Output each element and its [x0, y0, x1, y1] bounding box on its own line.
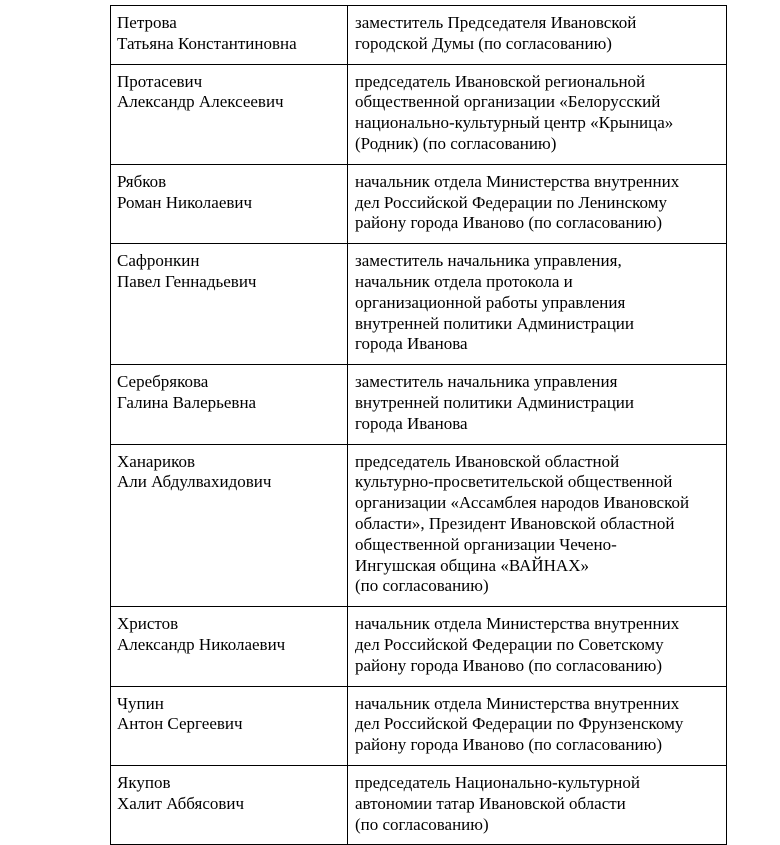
member-position: председатель Ивановской региональной общественной организации «Белорусский национально-культурный центр «Крыница» (Родник) (по согласованию): [348, 64, 727, 164]
member-position: начальник отдела Министерства внутренних дел Российской Федерации по Ленинскому району города Иваново (по согласованию): [348, 164, 727, 243]
table-row: [111, 244, 727, 365]
member-name: Ханариков Али Абдулвахидович: [111, 444, 348, 607]
member-name: Чупин Антон Сергеевич: [111, 686, 348, 765]
members-table: [110, 5, 727, 845]
member-name: Серебрякова Галина Валерьевна: [111, 365, 348, 444]
member-position: заместитель начальника управления внутренней политики Администрации города Иванова: [348, 365, 727, 444]
table-row: [111, 765, 727, 844]
member-position: председатель Национально-культурной автономии татар Ивановской области (по согласованию): [348, 765, 727, 844]
member-position: начальник отдела Министерства внутренних дел Российской Федерации по Фрунзенскому району города Иваново (по согласованию): [348, 686, 727, 765]
member-position: начальник отдела Министерства внутренних дел Российской Федерации по Советскому району города Иваново (по согласованию): [348, 607, 727, 686]
member-name: Христов Александр Николаевич: [111, 607, 348, 686]
member-name: Сафронкин Павел Геннадьевич: [111, 244, 348, 365]
member-name: Петрова Татьяна Константиновна: [111, 6, 348, 65]
table-row: [111, 365, 727, 444]
member-position: заместитель начальника управления, начальник отдела протокола и организационной работы управления внутренней политики Администрации города Иванова: [348, 244, 727, 365]
table-row: [111, 607, 727, 686]
table-row: [111, 686, 727, 765]
table-row: [111, 444, 727, 607]
member-name: Рябков Роман Николаевич: [111, 164, 348, 243]
member-name: Протасевич Александр Алексеевич: [111, 64, 348, 164]
member-name: Якупов Халит Аббясович: [111, 765, 348, 844]
member-position: заместитель Председателя Ивановской городской Думы (по согласованию): [348, 6, 727, 65]
table-row: [111, 164, 727, 243]
table-row: [111, 6, 727, 65]
member-position: председатель Ивановской областной культурно-просветительской общественной организации «Ассамблея народов Ивановской области», Президент Ивановской областной общественной организации Чечено- Ингушская община «ВАЙНАХ» (по согласованию): [348, 444, 727, 607]
table-row: [111, 64, 727, 164]
